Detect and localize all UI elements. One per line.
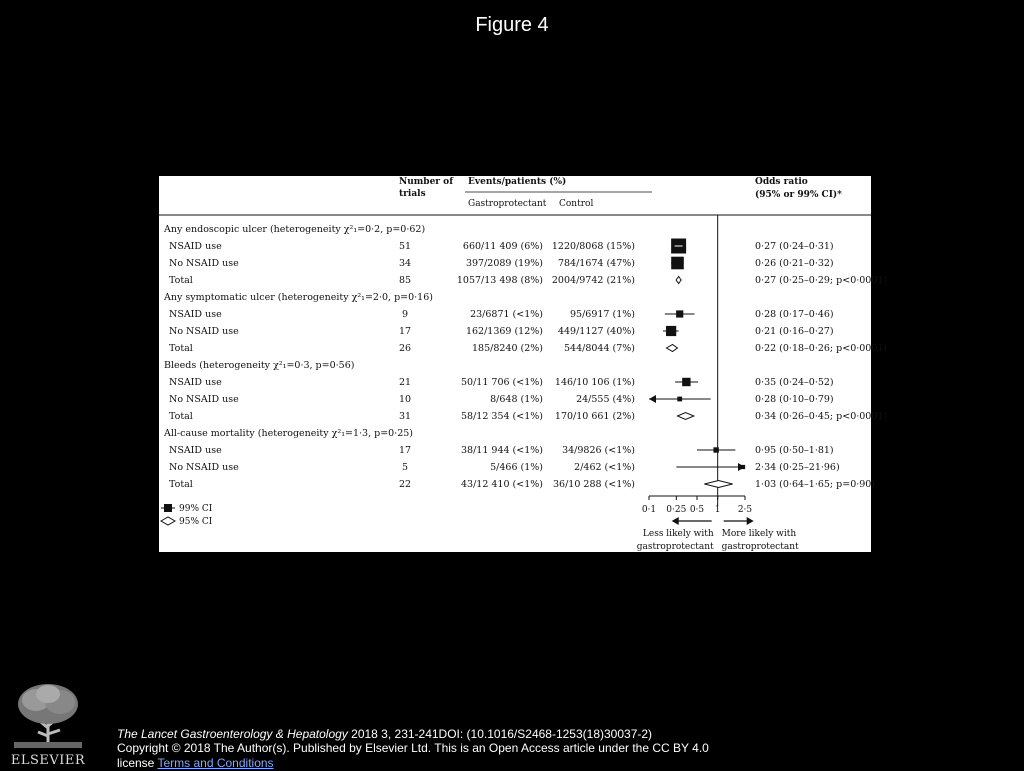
more-likely-label-2: gastroprotectant [721, 542, 799, 552]
elsevier-logo [8, 680, 88, 766]
x-tick-label: 1 [714, 505, 721, 515]
pooled-estimate-diamond [667, 345, 678, 352]
forest-plot [159, 176, 888, 552]
row-label: No NSAID use [169, 394, 239, 405]
row-trials: 17 [398, 445, 412, 456]
point-estimate-square [677, 397, 682, 402]
row-gastroprotectant: 43/12 410 (<1%) [461, 479, 543, 490]
row-trials: 9 [401, 309, 409, 320]
row-odds-ratio: 0·27 (0·25–0·29; p<0·0001) [755, 275, 888, 286]
header-gastroprotectant: Gastroprotectant [468, 199, 547, 209]
header-ci: (95% or 99% CI)* [755, 190, 842, 200]
row-gastroprotectant: 58/12 354 (<1%) [461, 411, 543, 422]
row-trials: 21 [398, 377, 412, 388]
row-trials: 26 [398, 343, 412, 354]
x-tick-label: 2·5 [737, 505, 753, 515]
row-gastroprotectant: 162/1369 (12%) [465, 326, 543, 337]
row-trials: 51 [398, 241, 412, 252]
point-estimate-square [682, 378, 690, 386]
row-odds-ratio: 0·26 (0·21–0·32) [755, 258, 834, 269]
row-control: 36/10 288 (<1%) [553, 479, 635, 490]
pooled-estimate-diamond [676, 277, 681, 284]
header-odds-ratio: Odds ratio [755, 177, 808, 187]
row-label: NSAID use [169, 445, 222, 456]
row-odds-ratio: 0·22 (0·18–0·26; p<0·0001) [755, 343, 888, 354]
header-events: Events/patients (%) [468, 177, 567, 187]
row-odds-ratio: 1·03 (0·64–1·65; p=0·90) [755, 479, 876, 490]
terms-link[interactable]: Terms and Conditions [157, 756, 274, 770]
row-control: 784/1674 (47%) [557, 258, 635, 269]
ci-arrow-left [649, 395, 656, 403]
pooled-estimate-diamond [677, 413, 693, 420]
row-gastroprotectant: 660/11 409 (6%) [462, 241, 543, 252]
row-label: Total [169, 275, 193, 286]
group-label: Any symptomatic ulcer (heterogeneity χ²₁=2·0, p=0·16) [164, 292, 433, 303]
row-trials: 5 [401, 462, 409, 473]
row-gastroprotectant: 397/2089 (19%) [465, 258, 543, 269]
row-control: 146/10 106 (1%) [554, 377, 635, 388]
row-label: NSAID use [169, 377, 222, 388]
row-gastroprotectant: 23/6871 (<1%) [470, 309, 543, 320]
less-likely-arrowhead [672, 517, 679, 525]
pooled-estimate-diamond [704, 481, 732, 488]
less-likely-label-2: gastroprotectant [636, 542, 714, 552]
copyright-text: Copyright © 2018 The Author(s). Published by Elsevier Ltd. This is an Open Access article under the CC BY 4.0 license [117, 741, 709, 770]
row-gastroprotectant: 38/11 944 (<1%) [461, 445, 543, 456]
group-label: All-cause mortality (heterogeneity χ²₁=1·3, p=0·25) [164, 428, 414, 439]
legend-diamond [161, 517, 175, 525]
row-odds-ratio: 2·34 (0·25–21·96) [755, 462, 840, 473]
row-control: 2004/9742 (21%) [551, 275, 635, 286]
more-likely-arrowhead [747, 517, 754, 525]
row-label: No NSAID use [169, 326, 239, 337]
x-tick-label: 0·5 [689, 505, 705, 515]
row-control: 449/1127 (40%) [557, 326, 635, 337]
row-label: Total [169, 343, 193, 354]
row-gastroprotectant: 5/466 (1%) [490, 462, 543, 473]
legend-diamond-label: 95% CI [179, 517, 213, 527]
row-trials: 85 [398, 275, 412, 286]
row-control: 95/6917 (1%) [570, 309, 635, 320]
row-label: NSAID use [169, 241, 222, 252]
point-estimate-square [666, 326, 676, 336]
row-label: Total [169, 479, 193, 490]
row-trials: 10 [398, 394, 412, 405]
row-gastroprotectant: 50/11 706 (<1%) [461, 377, 543, 388]
legend-square-label: 99% CI [179, 504, 213, 514]
x-tick-label: 0·25 [666, 505, 687, 515]
point-estimate-square [676, 310, 683, 317]
header-control: Control [559, 199, 594, 209]
figure-title: Figure 4 [475, 14, 549, 36]
forest-plot-panel [159, 176, 888, 552]
row-control: 1220/8068 (15%) [551, 241, 635, 252]
header-trials-2: trials [399, 189, 426, 199]
row-odds-ratio: 0·95 (0·50–1·81) [755, 445, 834, 456]
svg-text:ELSEVIER: ELSEVIER [10, 753, 86, 768]
row-control: 24/555 (4%) [576, 394, 635, 405]
group-label: Bleeds (heterogeneity χ²₁=0·3, p=0·56) [164, 360, 355, 371]
point-estimate-square [741, 465, 745, 469]
legend-square [164, 504, 172, 512]
copyright-notice [117, 741, 717, 771]
row-control: 544/8044 (7%) [563, 343, 635, 354]
row-control: 2/462 (<1%) [574, 462, 635, 473]
point-estimate-square [671, 257, 684, 270]
header-trials: Number of [399, 177, 454, 187]
row-odds-ratio: 0·28 (0·17–0·46) [755, 309, 834, 320]
point-estimate-square [713, 447, 718, 452]
row-gastroprotectant: 8/648 (1%) [490, 394, 543, 405]
row-gastroprotectant: 1057/13 498 (8%) [456, 275, 543, 286]
citation-details: 2018 3, 231-241DOI: (10.1016/S2468-1253(18)30037-2) [347, 727, 653, 741]
row-gastroprotectant: 185/8240 (2%) [471, 343, 543, 354]
journal-name: The Lancet Gastroenterology & Hepatology [117, 727, 348, 741]
citation [117, 727, 717, 741]
row-control: 34/9826 (<1%) [562, 445, 635, 456]
row-trials: 34 [398, 258, 412, 269]
row-trials: 22 [398, 479, 412, 490]
group-label: Any endoscopic ulcer (heterogeneity χ²₁=0·2, p=0·62) [164, 224, 426, 235]
row-label: No NSAID use [169, 258, 239, 269]
row-control: 170/10 661 (2%) [554, 411, 635, 422]
row-odds-ratio: 0·34 (0·26–0·45; p<0·0001) [755, 411, 888, 422]
row-label: NSAID use [169, 309, 222, 320]
x-tick-label: 0·1 [641, 505, 657, 515]
row-label: Total [169, 411, 193, 422]
row-label: No NSAID use [169, 462, 239, 473]
row-trials: 17 [398, 326, 412, 337]
row-odds-ratio: 0·35 (0·24–0·52) [755, 377, 834, 388]
row-trials: 31 [398, 411, 412, 422]
less-likely-label: Less likely with [642, 529, 714, 539]
row-odds-ratio: 0·27 (0·24–0·31) [755, 241, 834, 252]
more-likely-label: More likely with [721, 529, 797, 539]
row-odds-ratio: 0·21 (0·16–0·27) [755, 326, 834, 337]
row-odds-ratio: 0·28 (0·10–0·79) [755, 394, 834, 405]
